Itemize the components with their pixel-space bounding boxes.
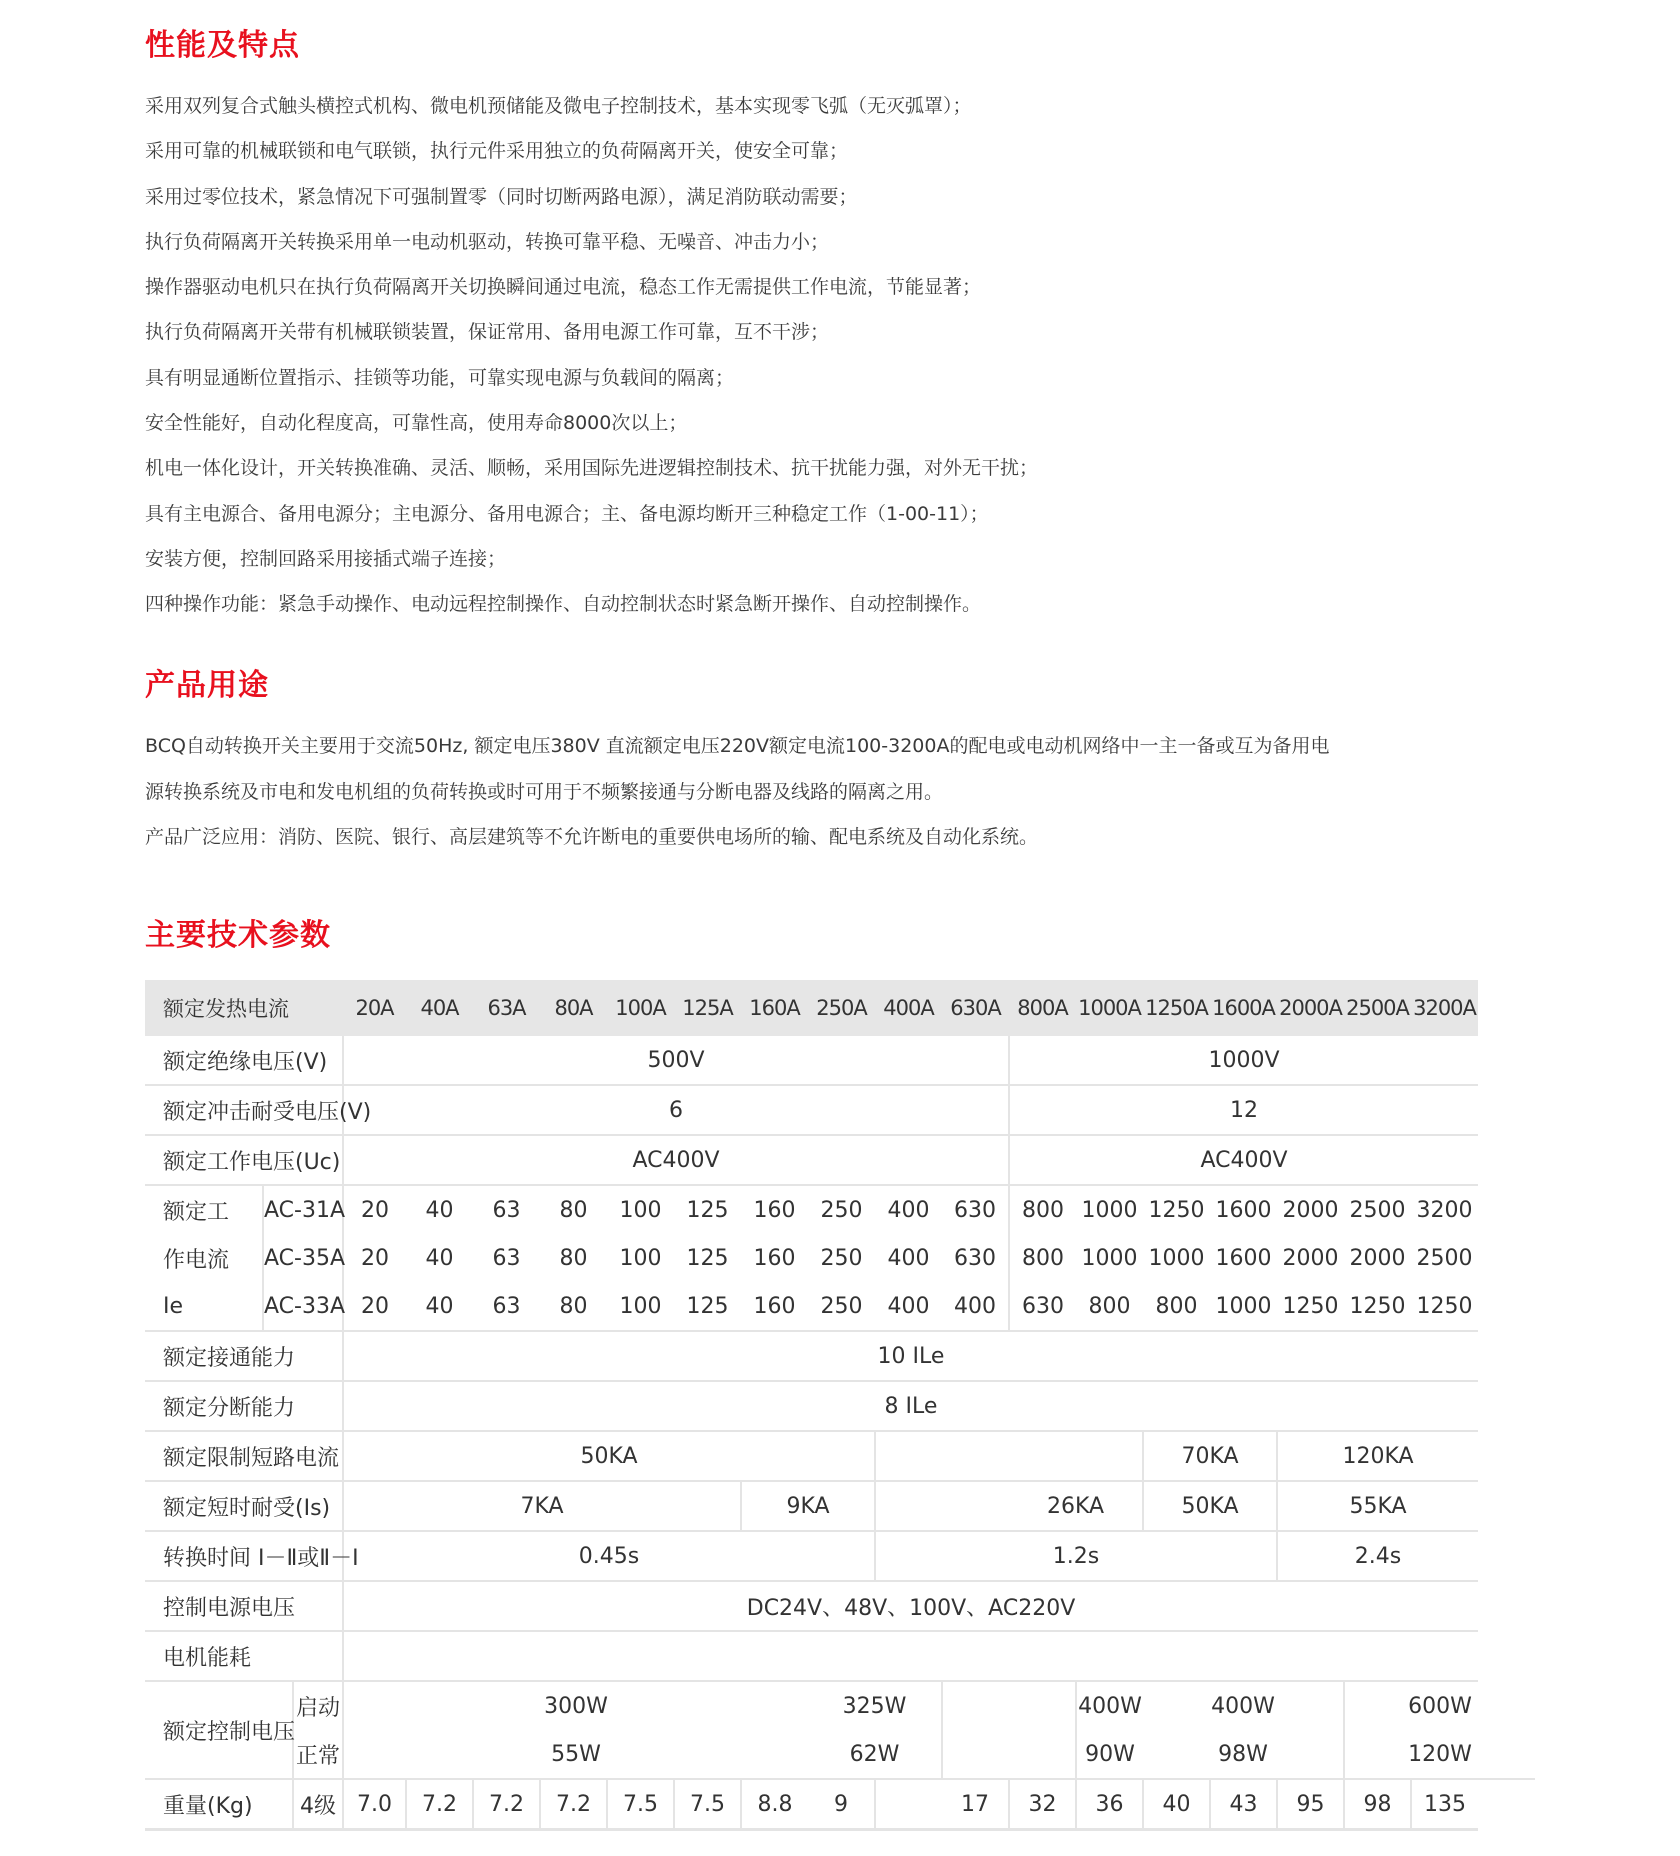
cell-value: 9	[808, 1779, 875, 1830]
cell-value: 160	[753, 1245, 796, 1271]
table-row	[145, 1036, 1535, 1085]
row-label: 额定工作电压(Uc)	[145, 1135, 343, 1185]
cell-value: 120W	[1344, 1730, 1535, 1779]
row-label: 额定控制电压	[145, 1681, 293, 1779]
cell-value: 1250	[1277, 1282, 1344, 1331]
cell-value: 100	[619, 1245, 662, 1271]
current-header: 400A	[875, 980, 942, 1036]
row-label: 额定接通能力	[145, 1331, 343, 1381]
cell-value: 630	[1009, 1282, 1076, 1331]
category-label: AC-35A	[263, 1234, 343, 1282]
cell-value: 800	[1009, 1185, 1076, 1234]
cell-value: 125	[686, 1197, 729, 1223]
cell-value: 300W	[343, 1681, 808, 1730]
cell-value: 1.2s	[875, 1531, 1277, 1581]
current-header: 630A	[942, 980, 1009, 1036]
table-row	[145, 1531, 1535, 1581]
cell-value: 80	[559, 1197, 588, 1223]
cell-value: 630	[954, 1245, 996, 1271]
cell-value: 325W	[842, 1693, 907, 1719]
cell-value: 63	[473, 1282, 540, 1331]
cell-value: 400	[887, 1197, 930, 1223]
current-header: 40A	[406, 980, 473, 1036]
current-header: 800A	[1009, 980, 1076, 1036]
row-label: 转换时间 I－Ⅱ或Ⅱ－I	[145, 1531, 343, 1581]
row-label: 额定限制短路电流	[145, 1431, 343, 1481]
cell-value: 63	[492, 1197, 521, 1223]
cell-value: 50KA	[343, 1431, 875, 1481]
cell-value: 7.5	[674, 1779, 741, 1830]
row-label: 电机能耗	[145, 1631, 343, 1681]
table-header-row	[145, 980, 1535, 1036]
table-row	[145, 1282, 1535, 1331]
header-label: 额定发热电流	[145, 980, 343, 1036]
cell-value: 1000	[1210, 1282, 1277, 1331]
cell-value: 17	[942, 1779, 1009, 1830]
table-row	[145, 1085, 1535, 1135]
sub-label: 正常	[293, 1730, 343, 1779]
cell-value: 12	[1009, 1085, 1478, 1135]
cell-value: 10 ILe	[343, 1331, 1478, 1381]
cell-value: 400W	[1211, 1693, 1275, 1719]
table-row	[145, 1185, 1535, 1234]
cell-value: 400W	[1076, 1681, 1143, 1730]
cell-value: 55W	[343, 1730, 808, 1779]
cell-value: 2000	[1282, 1245, 1339, 1271]
row-label: 作电流	[163, 1247, 230, 1273]
row-label: 额定绝缘电压(V)	[145, 1036, 343, 1085]
current-header: 125A	[674, 980, 741, 1036]
category-label: AC-31A	[263, 1185, 343, 1234]
cell-value: 90W	[1076, 1730, 1143, 1779]
table-row	[145, 1730, 1535, 1779]
current-header: 1600A	[1210, 980, 1277, 1036]
cell-value: 1000	[1081, 1197, 1138, 1223]
feature-item: 安装方便，控制回路采用接插式端子连接；	[145, 547, 507, 570]
current-header: 160A	[741, 980, 808, 1036]
table-row	[145, 1331, 1535, 1381]
cell-value: 7.5	[607, 1779, 674, 1830]
cell-value: 7.2	[540, 1779, 607, 1830]
cell-value: 3200	[1416, 1197, 1473, 1223]
current-header: 100A	[607, 980, 674, 1036]
current-header: 2500A	[1344, 980, 1411, 1036]
row-label: 控制电源电压	[145, 1581, 343, 1631]
table-row	[145, 1481, 1535, 1531]
cell-value: 250	[820, 1197, 863, 1223]
feature-item: 采用可靠的机械联锁和电气联锁，执行元件采用独立的负荷隔离开关，使安全可靠；	[145, 140, 849, 163]
table-row	[145, 1631, 1535, 1681]
cell-value: 600W	[1344, 1681, 1535, 1730]
cell-value: AC400V	[343, 1135, 1009, 1185]
cell-value: 250	[820, 1245, 863, 1271]
usage-paragraph: 源转换系统及市电和发电机组的负荷转换或时可用于不频繁接通与分断电器及线路的隔离之用。	[145, 780, 944, 803]
cell-value: 400	[875, 1282, 942, 1331]
cell-value: 40	[425, 1197, 454, 1223]
cell-value: 250	[808, 1282, 875, 1331]
table-row	[145, 1135, 1535, 1185]
cell-value: 98W	[1143, 1730, 1344, 1779]
cell-value: 6	[343, 1085, 1009, 1135]
feature-item: 机电一体化设计，开关转换准确、灵活、顺畅，采用国际先进逻辑控制技术、抗干扰能力强，对外无干扰；	[145, 457, 1039, 480]
cell-value: 1000	[1081, 1245, 1138, 1271]
cell-value: 26KA	[1009, 1481, 1143, 1531]
cell-value: 2000	[1349, 1245, 1406, 1271]
cell-value: 80	[559, 1245, 588, 1271]
cell-value: 70KA	[1143, 1431, 1277, 1481]
current-header: 80A	[540, 980, 607, 1036]
row-label: 额定工	[163, 1199, 230, 1225]
cell-value: 80	[540, 1282, 607, 1331]
feature-item: 具有主电源合、备用电源分；主电源分、备用电源合；主、备电源均断开三种稳定工作（1-00-11）；	[145, 502, 989, 525]
table-row	[145, 1581, 1535, 1631]
empty-cell	[875, 1431, 1143, 1481]
cell-value: 50KA	[1143, 1481, 1277, 1531]
feature-item: 操作器驱动电机只在执行负荷隔离开关切换瞬间通过电流，稳态工作无需提供工作电流，节能显著；	[145, 276, 982, 299]
cell-value: 160	[753, 1197, 796, 1223]
empty-cell	[942, 1681, 1076, 1730]
table-row	[145, 1381, 1535, 1431]
cell-value: 800	[1009, 1234, 1076, 1282]
cell-value: 160	[741, 1282, 808, 1331]
cell-value: 400	[942, 1282, 1009, 1331]
cell-value: 20	[343, 1234, 406, 1282]
cell-value: DC24V、48V、100V、AC220V	[343, 1581, 1478, 1631]
cell-value: 0.45s	[343, 1531, 875, 1581]
empty-cell	[343, 1631, 1478, 1681]
empty-cell	[942, 1730, 1076, 1779]
feature-item: 四种操作功能：紧急手动操作、电动远程控制操作、自动控制状态时紧急断开操作、自动控制操作。	[145, 593, 982, 616]
cell-value: 63	[492, 1245, 521, 1271]
usage-paragraph: 产品广泛应用：消防、医院、银行、高层建筑等不允许断电的重要供电场所的输、配电系统及自动化系统。	[145, 826, 1039, 848]
row-label: 重量(Kg)	[145, 1779, 293, 1830]
spec-table	[145, 980, 1535, 1831]
cell-value: 40	[1143, 1779, 1210, 1830]
sub-label: 启动	[293, 1681, 343, 1730]
usage-text	[145, 724, 1535, 861]
cell-value: 1250	[1344, 1282, 1411, 1331]
feature-item: 安全性能好，自动化程度高，可靠性高，使用寿命8000次以上；	[145, 412, 688, 435]
cell-value: 7.0	[343, 1779, 406, 1830]
spec-title: 主要技术参数	[145, 918, 331, 953]
cell-value: 95	[1277, 1779, 1344, 1830]
cell-value: 43	[1210, 1779, 1277, 1830]
cell-value: 2.4s	[1277, 1531, 1478, 1581]
feature-item: 采用过零位技术，紧急情况下可强制置零（同时切断两路电源），满足消防联动需要；	[145, 185, 858, 208]
cell-value: 7.2	[473, 1779, 540, 1830]
features-list	[145, 84, 1535, 628]
cell-value: 800	[1076, 1282, 1143, 1331]
cell-value: 36	[1076, 1779, 1143, 1830]
row-label: 额定短时耐受(Is)	[145, 1481, 343, 1531]
table-row	[145, 1431, 1535, 1481]
current-header: 3200A	[1411, 980, 1478, 1036]
cell-value: 20	[343, 1185, 406, 1234]
cell-value: 1000	[1148, 1245, 1205, 1271]
cell-value: 135	[1411, 1779, 1478, 1830]
row-label: 额定冲击耐受电压(V)	[145, 1085, 343, 1135]
current-header: 250A	[808, 980, 875, 1036]
cell-value: 2500	[1416, 1245, 1473, 1271]
cell-value: 2000	[1282, 1197, 1339, 1223]
features-title: 性能及特点	[145, 28, 300, 63]
feature-item: 采用双列复合式触头横控式机构、微电机预储能及微电子控制技术，基本实现零飞弧（无灭弧罩）；	[145, 95, 972, 117]
cell-value: 9KA	[741, 1481, 875, 1531]
category-label: AC-33A	[263, 1282, 343, 1331]
cell-value: 800	[1143, 1282, 1210, 1331]
current-header: 2000A	[1277, 980, 1344, 1036]
cell-value: 100	[619, 1197, 662, 1223]
cell-value: 125	[686, 1245, 729, 1271]
cell-value: 40	[406, 1282, 473, 1331]
usage-paragraph: BCQ自动转换开关主要用于交流50Hz, 额定电压380V 直流额定电压220V额定电流100-3200A的配电或电动机网络中一主一备或互为备用电	[145, 735, 1330, 757]
cell-value: AC400V	[1009, 1135, 1478, 1185]
cell-value: 1000V	[1009, 1036, 1478, 1085]
current-header: 63A	[473, 980, 540, 1036]
table-row	[145, 1234, 1535, 1282]
row-label: 额定分断能力	[145, 1381, 343, 1431]
current-header: 1000A	[1076, 980, 1143, 1036]
cell-value: 8 ILe	[343, 1381, 1478, 1431]
cell-value: 98	[1344, 1779, 1411, 1830]
cell-value: 1600	[1215, 1197, 1272, 1223]
cell-value: 100	[607, 1282, 674, 1331]
feature-item: 具有明显通断位置指示、挂锁等功能，可靠实现电源与负载间的隔离；	[145, 366, 735, 389]
cell-value: 500V	[343, 1036, 1009, 1085]
cell-value: 55KA	[1277, 1481, 1478, 1531]
cell-value: 8.8	[741, 1779, 808, 1830]
cell-value: 630	[954, 1197, 996, 1223]
empty-cell	[875, 1779, 942, 1830]
row-label: Ie	[145, 1282, 263, 1331]
cell-value: 7.2	[406, 1779, 473, 1830]
cell-value: 40	[425, 1245, 454, 1271]
table-row	[145, 1681, 1535, 1730]
cell-value: 1250	[1411, 1282, 1478, 1331]
feature-item: 执行负荷隔离开关转换采用单一电动机驱动，转换可靠平稳、无噪音、冲击力小；	[145, 230, 830, 253]
usage-title: 产品用途	[145, 668, 269, 703]
cell-value: 120KA	[1277, 1431, 1478, 1481]
cell-value: 1250	[1148, 1197, 1205, 1223]
current-header: 20A	[343, 980, 406, 1036]
cell-value: 7KA	[343, 1481, 741, 1531]
feature-item: 执行负荷隔离开关带有机械联锁装置，保证常用、备用电源工作可靠，互不干涉；	[145, 321, 830, 344]
cell-value: 2500	[1349, 1197, 1406, 1223]
cell-value: 62W	[808, 1730, 942, 1779]
cell-value: 32	[1009, 1779, 1076, 1830]
cell-value: 20	[343, 1282, 406, 1331]
empty-cell	[875, 1481, 1009, 1531]
cell-value: 400	[887, 1245, 930, 1271]
current-header: 1250A	[1143, 980, 1210, 1036]
table-row	[145, 1779, 1535, 1830]
sub-label: 4级	[293, 1779, 343, 1830]
cell-value: 1600	[1215, 1245, 1272, 1271]
cell-value: 125	[674, 1282, 741, 1331]
